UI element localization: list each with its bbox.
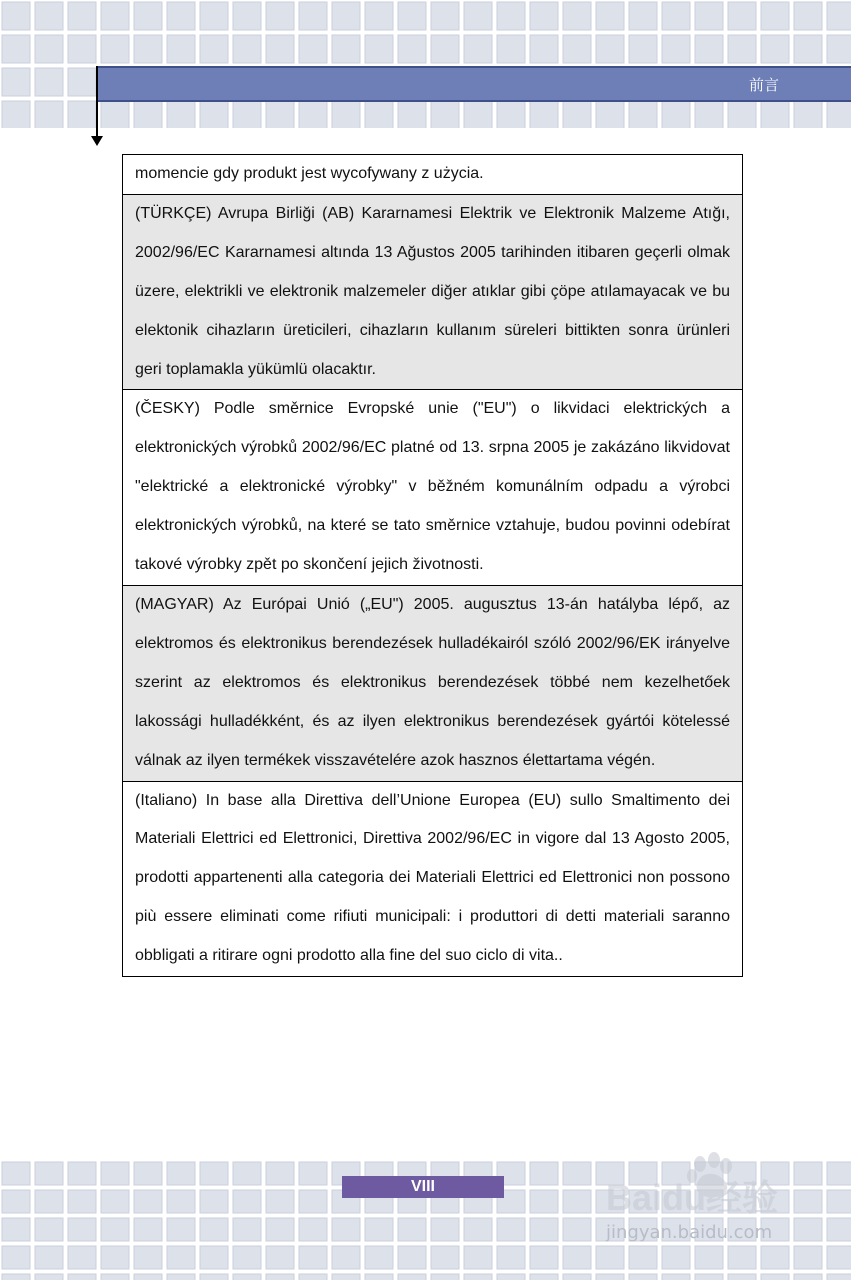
header-bar [96,66,851,102]
watermark-brand: Baidu经验 [606,1177,779,1218]
section-hungarian: (MAGYAR) Az Európai Unió („EU") 2005. augusztus 13-án hatályba lépő, az elektromos és elektronikus berendezések hulladékairól szóló 2002/96/EK irányelve szerint az elektromos és elektronikus berendezések többé nem kezelhetőek lakossági hulladékként, és az ilyen elektronikus berendezések gyártói kötelessé válnak az ilyen termékek visszavételére azok hasznos élettartama végén. [123,585,742,781]
language-notice-table [122,154,743,977]
section-polish-end: momencie gdy produkt jest wycofywany z użycia. [135,165,484,182]
watermark-url: jingyan.baidu.com [606,1222,773,1243]
page-number-badge: VIII [342,1176,504,1198]
down-arrow-icon [91,136,103,146]
section-italian: (Italiano) In base alla Direttiva dell’Unione Europea (EU) sullo Smaltimento dei Materiali Elettrici ed Elettronici, Direttiva 2002/96/EC in vigore dal 13 Agosto 2005, prodotti appartenenti alla categoria dei Materiali Elettrici ed Elettronici non possono più essere eliminati come rifiuti municipali: i produttori di detti materiali saranno obbligati a ritirare ogni prodotto alla fine del suo ciclo di vita.. [123,781,742,977]
header-tile-pattern [0,0,851,128]
section-czech: (ČESKY) Podle směrnice Evropské unie ("EU") o likvidaci elektrických a elektronických výrobků 2002/96/EC platné od 13. srpna 2005 je zakázáno likvidovat "elektrické a elektronické výrobky" v běžném komunálním odpadu a výrobci elektronických výrobků, na které se tato směrnice vztahuje, budou povinni odebírat takové výrobky zpět po skončení jejich životnosti. [123,389,742,585]
tile-grid-top [0,0,851,128]
header-title: 前言 [748,76,779,94]
corner-line [96,66,98,138]
section-turkish: (TÜRKÇE) Avrupa Birliği (AB) Kararnamesi Elektrik ve Elektronik Malzeme Atığı, 2002/96/EC Kararnamesi altında 13 Ağustos 2005 tarihinden itibaren geçerli olmak üzere, elektrikli ve elektronik malzemeler diğer atıklar gibi çöpe atılamayacak ve bu elektonik cihazların üreticileri, cihazların kullanım süreleri bittikten sonra ürünleri geri toplamakla yükümlü olacaktır. [123,194,742,390]
